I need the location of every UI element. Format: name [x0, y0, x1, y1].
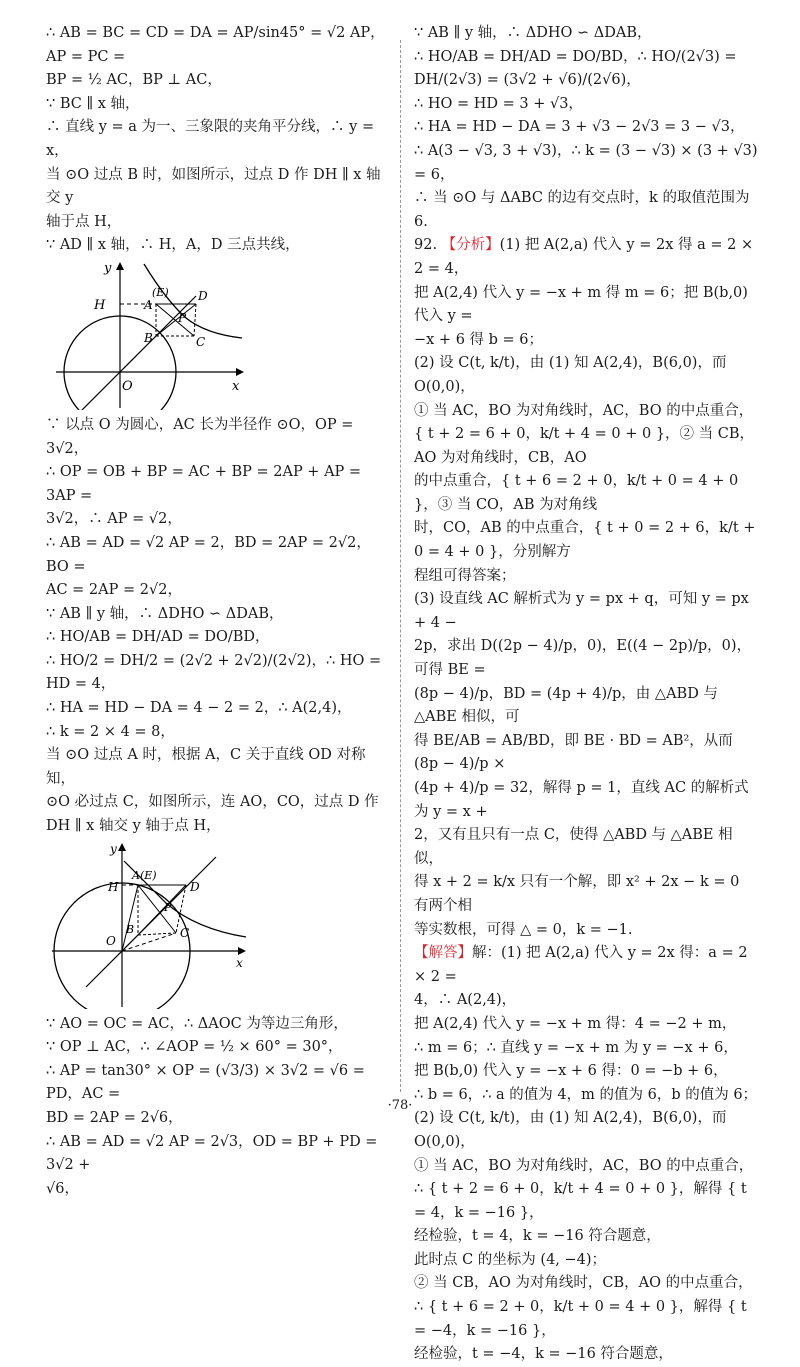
text-line: 当 ⊙O 过点 B 时，如图所示，过点 D 作 DH ∥ x 轴交 y	[46, 166, 381, 207]
text-line: 当 ⊙O 过点 A 时，根据 A，C 关于直线 OD 对称知，	[46, 747, 366, 787]
fig1-label-x: x	[232, 378, 240, 394]
fig2-label-y: y	[110, 841, 117, 856]
text-line: ∴ HA = HD − DA = 4 − 2 = 2，∴ A(2,4)，	[46, 700, 352, 717]
fig2-label-D: D	[190, 879, 200, 894]
text-line: 2p，求出 D((2p − 4)/p，0)，E((4 − 2p)/p，0)，可得 BE =	[414, 638, 752, 679]
text-line: ① 当 AC，BO 为对角线时，AC，BO 的中点重合，	[414, 1157, 754, 1174]
fig2-x-arrow	[238, 947, 246, 955]
text-line: (4p + 4)/p = 32，解得 p = 1，直线 AC 的解析式为 y = x +	[414, 780, 749, 820]
fig2-label-A: A(E)	[132, 868, 157, 882]
text-line: ∴ HO/AB = DH/AD = DO/BD，	[46, 629, 270, 646]
text-line: ① 当 AC，BO 为对角线时，AC，BO 的中点重合，	[414, 402, 754, 419]
text-line: ∴ k = 2 × 4 = 8，	[46, 723, 175, 740]
text-line: BD = 2AP = 2√6，	[46, 1110, 183, 1126]
text-line: ② 当 CB，AO 为对角线时，CB，AO 的中点重合，	[414, 1275, 753, 1292]
text-line: √6，	[46, 1180, 79, 1197]
text-line: ∴ HO/AB = DH/AD = DO/BD，∴ HO/(2√3) = DH/(2√3) = (3√2 + √6)/(2√6)，	[414, 48, 742, 89]
text-line: 3√2，∴ AP = √2，	[46, 511, 182, 528]
fig2-label-x: x	[236, 955, 243, 970]
fig1-label-A: A	[144, 297, 153, 312]
text-line: 2，又有且只有一点 C，使得 △ABD 与 △ABE 相似，	[414, 827, 733, 867]
text-line: ∵ AB ∥ y 轴，∴ ΔDHO ∽ ΔDAB，	[414, 25, 652, 41]
text-line: ∵ OP ⊥ AC，∴ ∠AOP = ½ × 60° = 30°，	[46, 1039, 343, 1056]
text-line: ∴ OP = OB + BP = AC + BP = 2AP + AP = 3AP =	[46, 464, 366, 504]
text-line: ∴ { t + 2 = 6 + 0，k/t + 4 = 0 + 0 }，解得 { t = 4，k = −16 }，	[414, 1181, 752, 1221]
text-line: 的中点重合，{ t + 6 = 2 + 0，k/t + 0 = 4 + 0 }，③ 当 CO，AB 为对角线	[414, 473, 743, 513]
answer-heading	[414, 942, 758, 989]
answer-first-line: 解：(1) 把 A(2,a) 代入 y = 2x 得：a = 2 × 2 =	[414, 945, 753, 985]
text-line: ∴ HO/2 = DH/2 = (2√2 + 2√2)/(2√2)，∴ HO = HD = 4，	[46, 652, 386, 693]
text-line: 轴于点 H，	[46, 213, 122, 230]
fig2-label-P: P	[164, 900, 172, 914]
text-line: ∴ HO = HD = 3 + √3，	[414, 95, 583, 112]
analysis-block	[414, 282, 761, 943]
text-line: DH ∥ x 轴交 y 轴于点 H，	[46, 818, 221, 835]
analysis-tag: 【分析】	[441, 237, 500, 254]
fig2-AO	[122, 885, 138, 951]
text-line: (2) 设 C(t, k/t)，由 (1) 知 A(2,4)，B(6,0)，而 O(0,0)，	[414, 1110, 732, 1150]
text-line: ∵ AD ∥ x 轴，∴ H，A，D 三点共线，	[46, 237, 300, 254]
fig1-DC	[194, 304, 196, 336]
text-line: 得 BE/AB = AB/BD，即 BE · BD = AB²，从而 (8p − 4)/p ×	[414, 732, 738, 773]
text-line: 程组可得答案；	[414, 567, 516, 584]
text-line: ∴ AB = AD = √2 AP = 2√3，OD = BP + PD = 3√2 +	[46, 1133, 383, 1174]
fig1-label-C: C	[196, 334, 206, 349]
fig1-hyperbola	[144, 264, 242, 338]
text-line: 经检验，t = −4，k = −16 符合题意，	[414, 1346, 673, 1363]
text-line: ∴ m = 6；∴ 直线 y = −x + m 为 y = −x + 6，	[414, 1039, 738, 1056]
analysis-first-line: (1) 把 A(2,a) 代入 y = 2x 得 a = 2 × 2 = 4，	[414, 237, 758, 277]
text-line: −x + 6 得 b = 6；	[414, 331, 544, 348]
answer-block	[414, 989, 758, 1367]
fig1-label-H: H	[94, 297, 106, 313]
fig1-x-arrow	[236, 368, 244, 376]
text-line: 此时点 C 的坐标为 (4, −4)；	[414, 1251, 607, 1268]
fig1-label-P: P	[178, 310, 187, 325]
text-line: 4，∴ A(2,4)，	[414, 992, 517, 1009]
fig1-label-y: y	[104, 260, 112, 276]
text-line: ∴ 当 ⊙O 与 ΔABC 的边有交点时，k 的取值范围为 6.	[414, 190, 755, 230]
text-line: ∴ A(3 − √3, 3 + √3)，∴ k = (3 − √3) × (3 + √3) = 6，	[414, 142, 763, 183]
text-line: ∵ BC ∥ x 轴，	[46, 95, 140, 112]
right-column	[414, 22, 763, 1367]
figure-circle-tangent-b	[46, 260, 256, 410]
answer-tag: 【解答】	[414, 945, 472, 962]
text-line: ∴ b = 6，∴ a 的值为 4，m 的值为 6，b 的值为 6；	[414, 1086, 758, 1103]
text-line: 时，CO，AB 的中点重合，{ t + 0 = 2 + 6，k/t + 0 = 4 + 0 }，分别解方	[414, 520, 761, 561]
text-line: 等实数根，可得 △ = 0，k = −1.	[414, 921, 633, 938]
fig2-label-C: C	[180, 925, 190, 940]
text-line: ∴ 直线 y = a 为一、三象限的夹角平分线，∴ y = x，	[46, 119, 379, 159]
fig1-label-D: D	[198, 288, 208, 303]
fig1-label-B: B	[144, 330, 153, 345]
text-line: AC = 2AP = 2√2，	[46, 582, 182, 599]
text-line: 经检验，t = 4，k = −16 符合题意，	[414, 1228, 661, 1245]
text-line: { t + 2 = 6 + 0，k/t + 4 = 0 + 0 }，② 当 CB，AO 为对角线时，CB，AO	[414, 426, 755, 466]
column-divider	[400, 40, 401, 1092]
text-line: (3) 设直线 AC 解析式为 y = px + q，可知 y = px + 4 −	[414, 591, 754, 631]
text-line: ∴ AP = tan30° × OP = (√3/3) × 3√2 = √6 = PD，AC =	[46, 1062, 370, 1103]
right-text-block-a	[414, 22, 763, 234]
text-line: BP = ½ AC，BP ⊥ AC，	[46, 72, 222, 89]
text-line: (8p − 4)/p，BD = (4p + 4)/p，由 △ABD 与 △ABE 相似，可	[414, 685, 723, 726]
figure-circle-through-a	[46, 841, 256, 1009]
text-line: (2) 设 C(t, k/t)，由 (1) 知 A(2,4)，B(6,0)，而 O(0,0)，	[414, 355, 732, 395]
fig1-y-arrow	[116, 262, 124, 270]
fig1-label-O: O	[122, 378, 133, 394]
q92-heading	[414, 234, 758, 281]
fig2-label-B: B	[126, 922, 135, 936]
text-line: ∴ AB = BC = CD = DA = AP/sin45° = √2 AP，AP = PC =	[46, 25, 385, 65]
text-line: ∴ HA = HD − DA = 3 + √3 − 2√3 = 3 − √3，	[414, 119, 745, 136]
text-line: ∵ AB ∥ y 轴，∴ ΔDHO ∽ ΔDAB，	[46, 605, 284, 622]
text-line: ∵ AO = OC = AC，∴ ΔAOC 为等边三角形，	[46, 1015, 348, 1032]
q92-number: 92.	[414, 237, 438, 254]
left-text-block-a	[46, 22, 386, 258]
text-line: ⊙O 必过点 C，如图所示，连 AO，CO，过点 D 作	[46, 794, 379, 811]
left-text-block-b	[46, 414, 386, 839]
text-line: ∴ { t + 6 = 2 + 0，k/t + 0 = 4 + 0 }，解得 { t = −4，k = −16 }，	[414, 1299, 752, 1339]
page-number: ·78·	[387, 1098, 413, 1113]
text-line: 把 A(2,4) 代入 y = −x + m 得：4 = −2 + m，	[414, 1015, 737, 1032]
left-column	[46, 22, 386, 1201]
text-line: 把 A(2,4) 代入 y = −x + m 得 m = 6；把 B(b,0) 代入 y =	[414, 284, 753, 325]
fig2-BD	[138, 885, 186, 935]
fig2-label-O: O	[106, 933, 116, 948]
text-line: 把 B(b,0) 代入 y = −x + 6 得：0 = −b + 6，	[414, 1063, 728, 1080]
text-line: ∴ AB = AD = √2 AP = 2，BD = 2AP = 2√2，BO =	[46, 534, 371, 575]
fig1-label-E: (E)	[152, 285, 169, 299]
text-line: 得 x + 2 = k/x 只有一个解，即 x² + 2x − k = 0 有两个相	[414, 874, 744, 914]
fig2-y-arrow	[118, 843, 126, 851]
fig2-label-H: H	[108, 879, 119, 894]
text-line: ∵ 以点 O 为圆心，AC 长为半径作 ⊙O，OP = 3√2，	[46, 416, 359, 457]
